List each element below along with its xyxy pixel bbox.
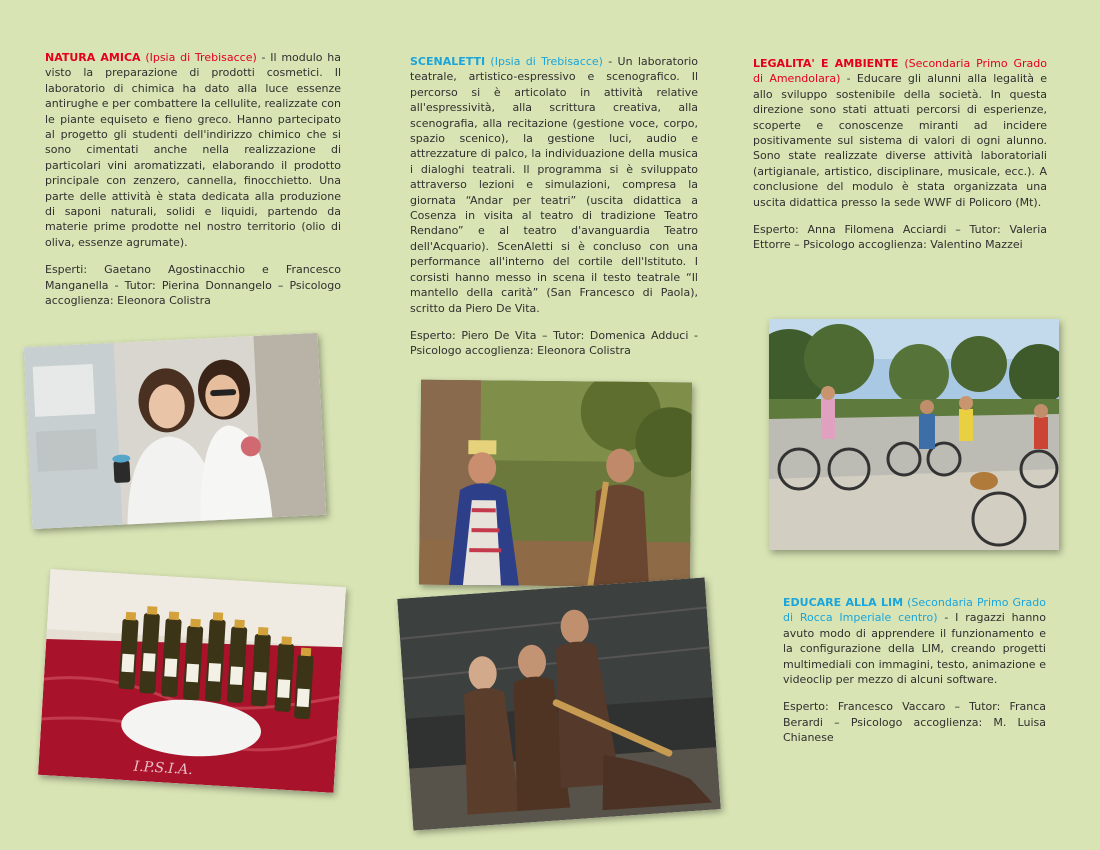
legalita-body: - Educare gli alunni alla legalità e allo sviluppo sostenibile della società. In questa direzione sono stati attuati percorsi di esperienze, scoperte e conoscenze miranti ad incidere positivamente sul sistema di valori di ogni alunno. Sono state realizzate diverse attività laboratoriali (artigianale, artistico, disciplinare, musicale, ecc.). A conclusione del modulo è stata organizzata una uscita didattica presso la sede WWF di Policoro (Mt). bbox=[753, 72, 1047, 209]
natura-amica-section bbox=[45, 50, 341, 309]
photo-theatre-monks bbox=[397, 578, 720, 831]
legalita-title: LEGALITA' E AMBIENTE bbox=[753, 57, 899, 70]
legalita-paragraph bbox=[753, 56, 1047, 210]
scenaletti-title: SCENALETTI bbox=[410, 55, 486, 68]
photo-students-lab bbox=[24, 333, 327, 529]
photo-oil-bottles bbox=[38, 569, 346, 793]
educare-lim-title: EDUCARE ALLA LIM bbox=[783, 596, 904, 609]
photo-bicycle-trip bbox=[769, 319, 1059, 550]
natura-amica-title: NATURA AMICA bbox=[45, 51, 141, 64]
natura-amica-school: (Ipsia di Trebisacce) bbox=[145, 51, 257, 64]
legalita-school: (Secondaria Primo Grado di Amendolara) bbox=[753, 57, 1048, 86]
photo-theatre-king-monk bbox=[419, 380, 692, 588]
natura-amica-body: - Il modulo ha visto la preparazione di prodotti cosmetici. Il laboratorio di chimica ha dato alla luce essenze antirughe e per combattere la cellulite, realizzate con le piante equiseto e fieno greco. Hanno partecipato al progetto gli studenti dell'indirizzo chimico che si sono cimentati anche nella realizzazione di particolari vini aromatizzati, elaborando il prodotto principale con zenzero, cannella, finocchietto. Una parte delle attività è stata dedicata alla produzione di saponi naturali, solidi e liquidi, partendo da materie prime prodotte nel nostro territorio (olio di oliva, essenze agrumate). bbox=[45, 51, 341, 249]
legalita-credits: Esperto: Anna Filomena Acciardi – Tutor: Valeria Ettorre – Psicologo accoglienza: Valentino Mazzei bbox=[753, 223, 1047, 252]
scenaletti-school: (Ipsia di Trebisacce) bbox=[490, 55, 603, 68]
scenaletti-body: - Un laboratorio teatrale, artistico-espressivo e scenografico. Il percorso si è articolato in attività relative all'espressività, alla scrittura creativa, alla scenografia, alla recitazione (gestione voce, corpo, spazio scenico), la gestione luci, audio e attrezzature di palco, la individuazione della musica i dialoghi teatrali. Il programma si è sviluppato attraverso lezioni e simulazioni, compresa la giornata “Andar per teatri” (uscita didattica a Cosenza in visita al teatro di tradizione Teatro Rendano” e al teatro d'avanguardia Teatro dell'Acquario). ScenAletti si è concluso con una performance all'interno del cortile dell'Istituto. I corsisti hanno messo in scena il testo teatrale “Il mantello della carità” (San Francesco di Paola), scritto da Piero De Vita. bbox=[410, 55, 698, 315]
natura-amica-credits: Esperti: Gaetano Agostinacchio e Francesco Manganella - Tutor: Pierina Donnangelo – Psicologo accoglienza: Eleonora Colistra bbox=[45, 263, 341, 308]
scenaletti-credits: Esperto: Piero De Vita – Tutor: Domenica Adduci - Psicologo accoglienza: Eleonora Colistra bbox=[410, 328, 698, 358]
educare-lim-paragraph bbox=[783, 595, 1046, 687]
educare-lim-body: - I ragazzi hanno avuto modo di apprendere il funzionamento e la configurazione della LIM, creando progetti multimediali con immagini, testo, animazione e videoclip per mezzo di alcuni software. bbox=[783, 611, 1046, 687]
bowl-label-text: I.P.S.I.A. bbox=[133, 758, 194, 779]
scenaletti-paragraph bbox=[410, 54, 698, 316]
educare-lim-school: (Secondaria Primo Grado di Rocca Imperiale centro) bbox=[783, 596, 1047, 625]
educare-lim-credits: Esperto: Francesco Vaccaro – Tutor: Franca Berardi – Psicologo accoglienza: M. Luisa Chianese bbox=[783, 700, 1046, 745]
scenaletti-section bbox=[410, 54, 698, 359]
natura-amica-paragraph bbox=[45, 50, 341, 250]
educare-lim-section bbox=[783, 595, 1046, 746]
legalita-section bbox=[753, 56, 1047, 253]
